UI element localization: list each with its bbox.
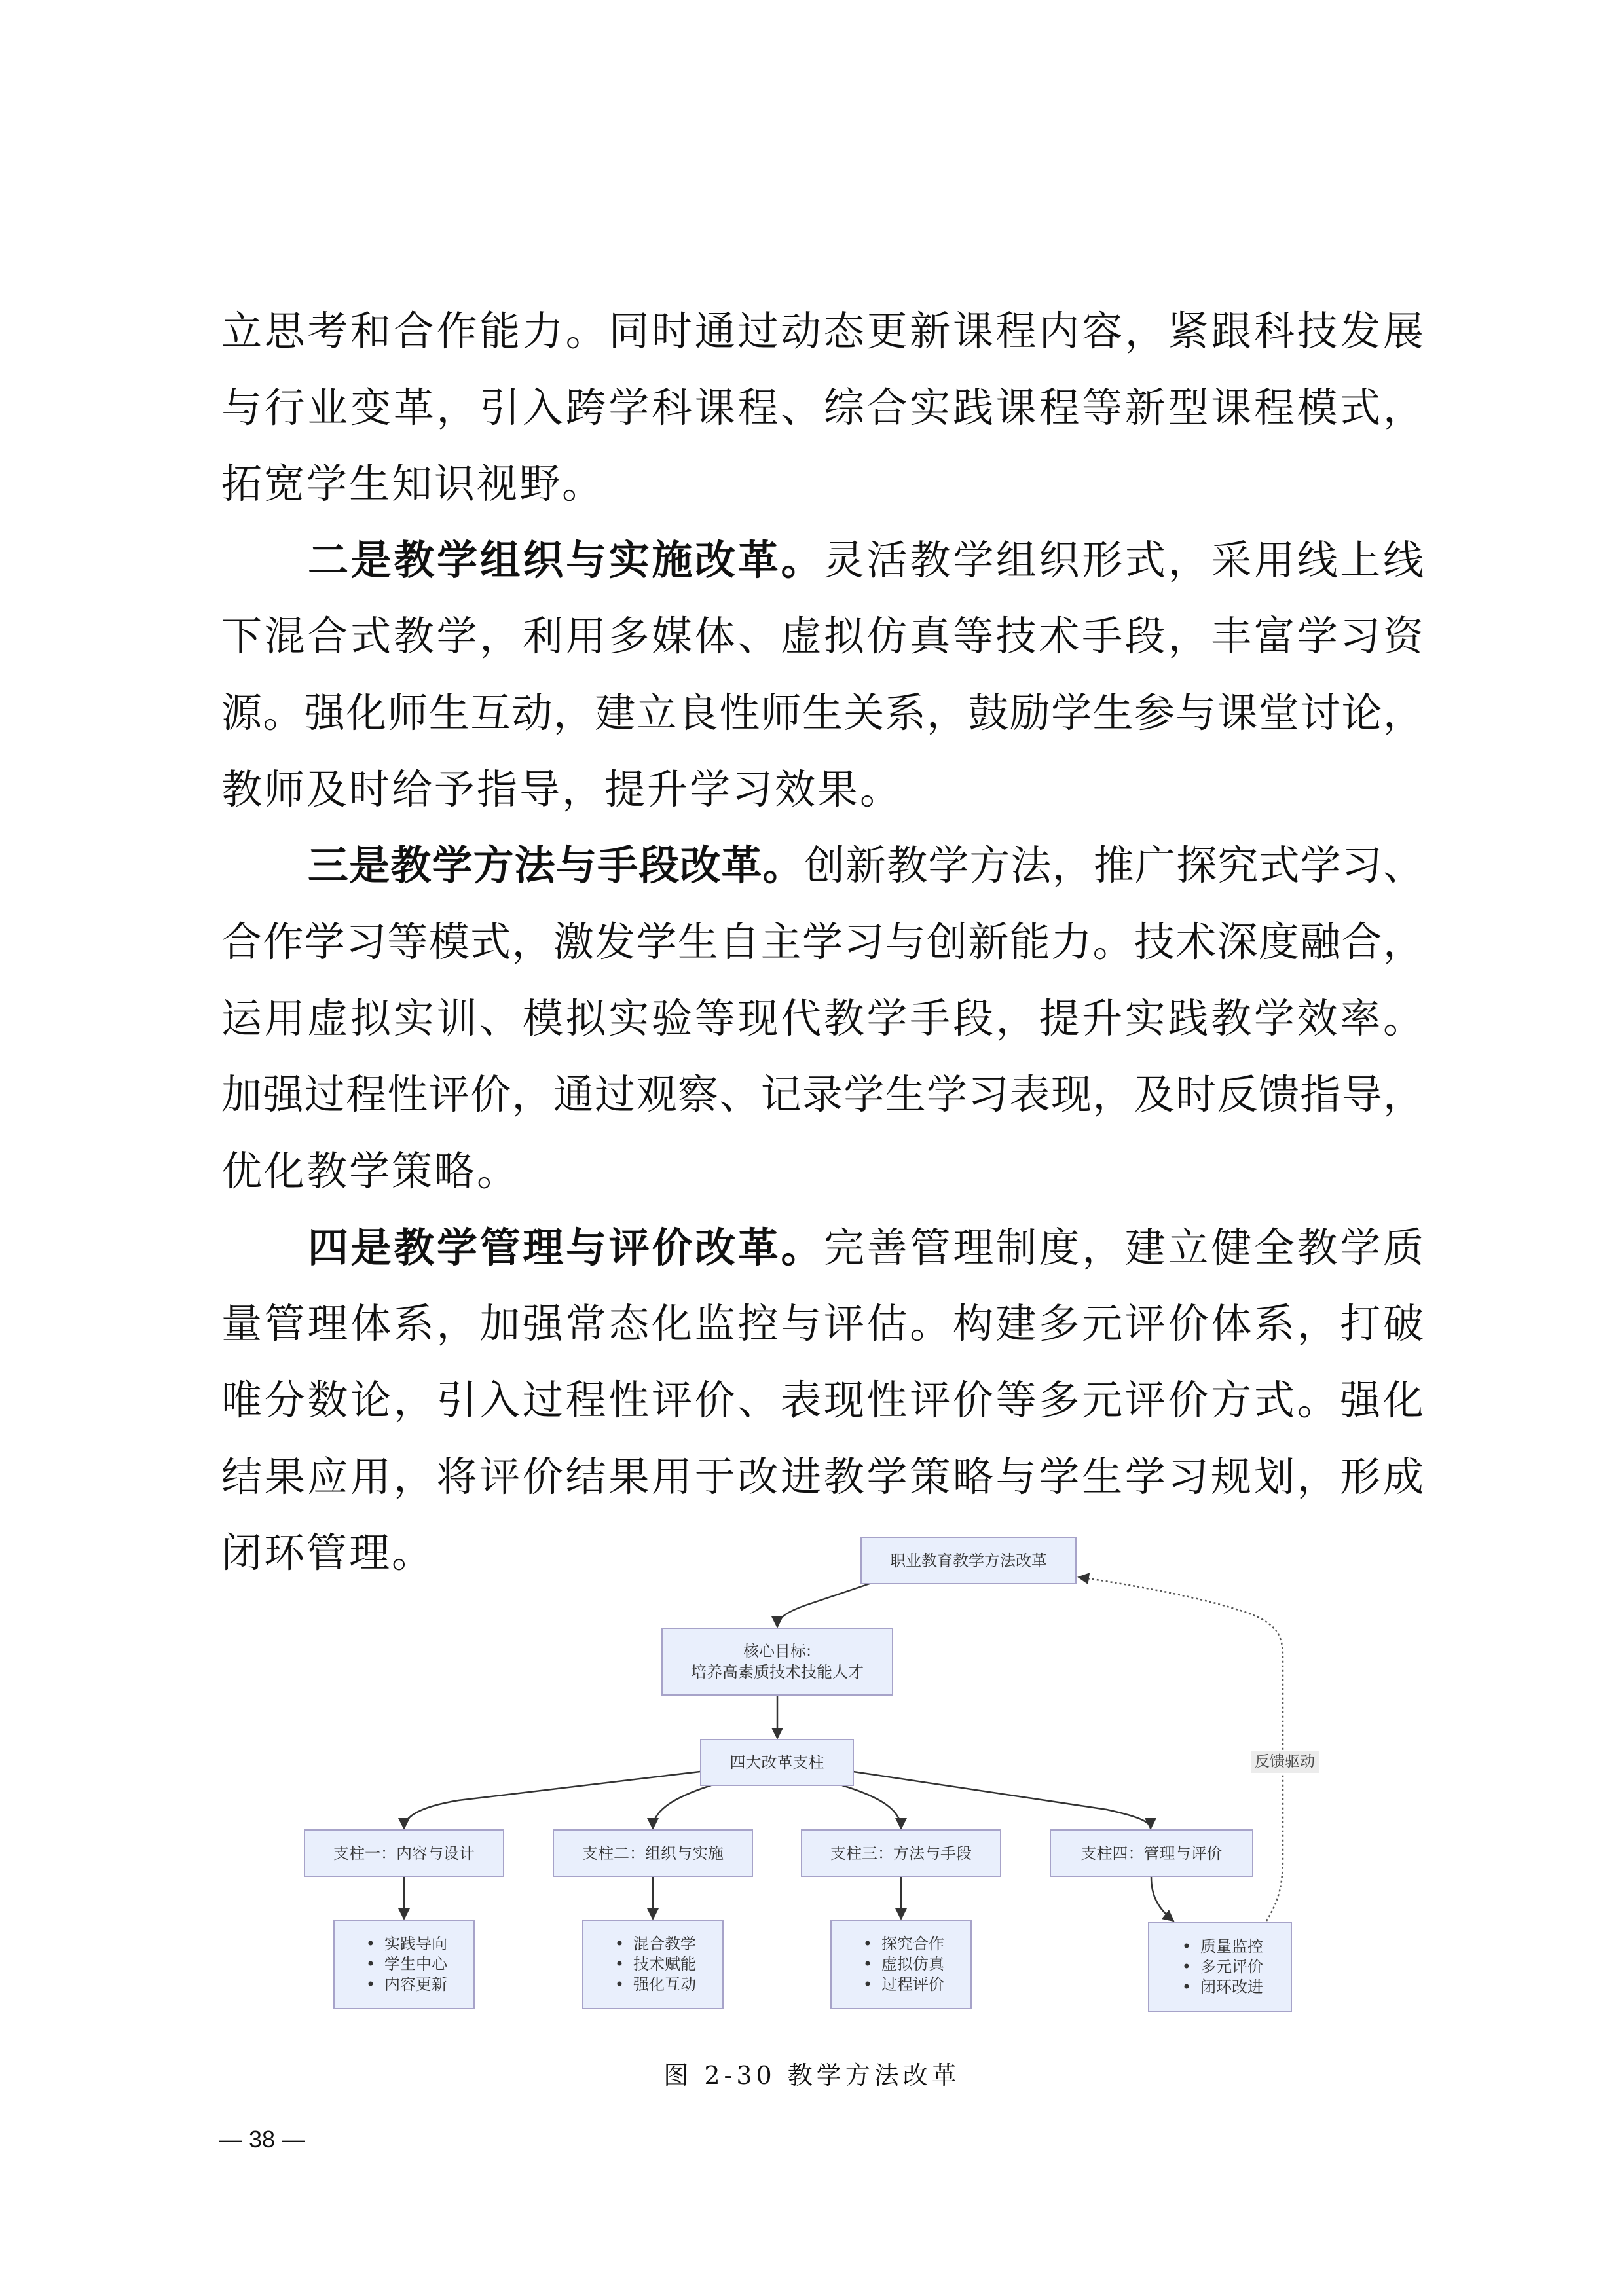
body-line: 运用虚拟实训、模拟实验等现代教学手段，提升实践教学效率。 — [221, 994, 1424, 1042]
node-pillar-2 — [553, 1829, 753, 1877]
list-item: • 探究合作 — [858, 1934, 944, 1954]
node-pillar-1 — [304, 1829, 504, 1877]
node-core-goal — [661, 1628, 893, 1696]
paragraph-lead-heading: 三是教学方法与手段改革。 — [308, 841, 804, 889]
body-line: 优化教学策略。 — [221, 1147, 520, 1195]
list-item: • 多元评价 — [1177, 1957, 1263, 1977]
node-four-pillars — [700, 1739, 854, 1786]
list-item: • 内容更新 — [361, 1975, 447, 1995]
list-item: • 混合教学 — [610, 1934, 696, 1954]
paragraph-first-line — [308, 534, 1424, 587]
page-number: — 38 — — [219, 2126, 306, 2153]
node-pillar-4-items — [1148, 1922, 1292, 2012]
body-line: 拓宽学生知识视野。 — [221, 460, 605, 507]
body-line: 唯分数论，引入过程性评价、表现性评价等多元评价方式。强化 — [221, 1376, 1424, 1424]
edge-hub-to-pillar-1 — [404, 1772, 700, 1829]
body-line: 量管理体系，加强常态化监控与评估。构建多元评价体系，打破 — [221, 1300, 1424, 1347]
list-item: • 学生中心 — [361, 1954, 447, 1975]
core-goal-title: 核心目标: — [743, 1642, 812, 1660]
node-pillar-1-items — [333, 1920, 475, 2009]
core-goal-text: 培养高素质技术技能人才 — [691, 1663, 864, 1681]
pillar-4-title: 支柱四：管理与评价 — [1080, 1844, 1223, 1863]
pillar-3-title: 支柱三：方法与手段 — [830, 1844, 972, 1863]
body-line: 教师及时给予指导，提升学习效果。 — [221, 765, 903, 813]
node-pillar-2-items — [582, 1920, 724, 2009]
pillar-1-title: 支柱一：内容与设计 — [333, 1844, 475, 1863]
body-line: 与行业变革，引入跨学科课程、综合实践课程等新型课程模式， — [221, 384, 1424, 431]
edge-root-to-core — [777, 1584, 870, 1627]
list-item: • 闭环改进 — [1177, 1977, 1263, 1997]
figure-caption: 图 2-30 教学方法改革 — [663, 2061, 961, 2090]
list-item: • 过程评价 — [858, 1975, 944, 1995]
node-pillar-3-items — [830, 1920, 972, 2009]
edge-pillar-4-to-items — [1151, 1877, 1173, 1921]
body-line: 下混合式教学，利用多媒体、虚拟仿真等技术手段，丰富学习资 — [221, 612, 1424, 660]
list-item: • 质量监控 — [1177, 1937, 1263, 1957]
edge-hub-to-pillar-3 — [842, 1785, 901, 1829]
pillar-3-item-list — [858, 1934, 944, 1995]
list-item: • 实践导向 — [361, 1934, 447, 1954]
body-text: 灵活教学组织形式，采用线上线 — [824, 536, 1424, 584]
node-pillar-4 — [1050, 1829, 1253, 1877]
list-item: • 强化互动 — [610, 1975, 696, 1995]
body-line: 立思考和合作能力。同时通过动态更新课程内容，紧跟科技发展 — [221, 307, 1424, 355]
feedback-edge-label: 反馈驱动 — [1251, 1751, 1319, 1773]
node-root — [860, 1537, 1077, 1584]
paragraph-first-line — [308, 839, 1424, 892]
paragraph-lead-heading: 二是教学组织与实施改革。 — [308, 536, 824, 584]
pillar-4-item-list — [1177, 1937, 1263, 1997]
body-line: 闭环管理。 — [221, 1529, 435, 1576]
list-item: • 技术赋能 — [610, 1954, 696, 1975]
pillar-2-title: 支柱二：组织与实施 — [582, 1844, 724, 1863]
list-item: • 虚拟仿真 — [858, 1954, 944, 1975]
paragraph-lead-heading: 四是教学管理与评价改革。 — [308, 1224, 824, 1271]
edge-hub-to-pillar-2 — [653, 1785, 711, 1829]
body-text: 完善管理制度，建立健全教学质 — [824, 1224, 1424, 1271]
four-pillars-label: 四大改革支柱 — [729, 1753, 824, 1772]
pillar-2-item-list — [610, 1934, 696, 1995]
pillar-1-item-list — [361, 1934, 447, 1995]
body-line: 合作学习等模式，激发学生自主学习与创新能力。技术深度融合， — [221, 918, 1424, 966]
node-pillar-3 — [801, 1829, 1001, 1877]
body-text: 创新教学方法，推广探究式学习、 — [803, 841, 1424, 889]
node-root-label: 职业教育教学方法改革 — [890, 1551, 1047, 1570]
edge-hub-to-pillar-4 — [853, 1772, 1151, 1829]
body-line: 加强过程性评价，通过观察、记录学生学习表现，及时反馈指导， — [221, 1070, 1424, 1118]
paragraph-first-line — [308, 1222, 1424, 1274]
body-line: 结果应用，将评价结果用于改进教学策略与学生学习规划，形成 — [221, 1453, 1424, 1501]
body-line: 源。强化师生互动，建立良性师生关系，鼓励学生参与课堂讨论， — [221, 689, 1424, 737]
